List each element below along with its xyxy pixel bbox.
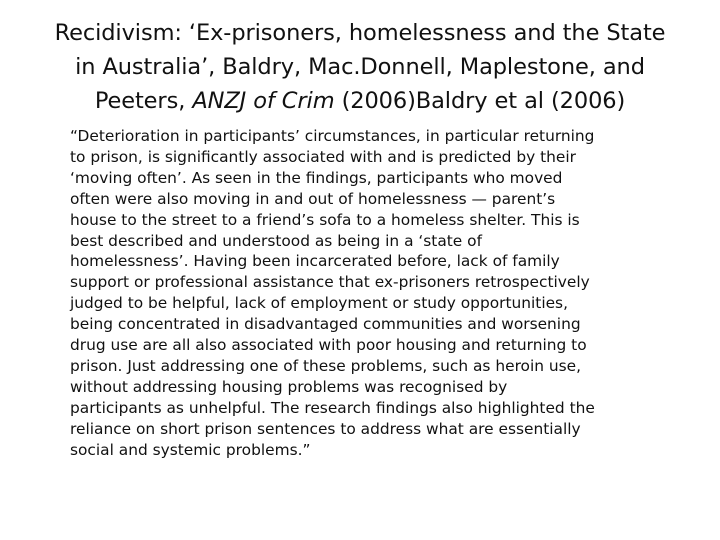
quote-line: without addressing housing problems was recognised by (70, 377, 508, 396)
title-line-1: Recidivism: ‘Ex-prisoners, homelessness and the State (54, 20, 666, 46)
journal-name: ANZJ of Crim (192, 88, 335, 114)
quote-line: house to the street to a friend’s sofa to a homeless shelter. This is (70, 210, 580, 229)
quote-line: to prison, is significantly associated with and is predicted by their (70, 147, 576, 166)
title-line-3-prefix: Peeters, (94, 88, 193, 114)
quote-line: “Deterioration in participants’ circumstances, in particular returning (70, 127, 595, 145)
quote-line: ‘moving often’. As seen in the findings, participants who moved (70, 168, 563, 187)
slide-title (36, 16, 684, 118)
quote-line: best described and understood as being in a ‘state of (70, 231, 483, 250)
quote-line: judged to be helpful, lack of employment or study opportunities, (70, 294, 568, 313)
quote-line: homelessness’. Having been incarcerated before, lack of family (70, 252, 560, 271)
title-line-3 (36, 84, 684, 118)
quote-line: support or professional assistance that ex-prisoners retrospectively (70, 273, 590, 292)
quote-line: prison. Just addressing one of these problems, such as heroin use, (70, 356, 582, 375)
quote-line: drug use are all also associated with poor housing and returning to (70, 336, 587, 355)
quote-line: participants as unhelpful. The research findings also highlighted the (70, 398, 595, 417)
quote-line: social and systemic problems.” (70, 440, 311, 459)
quote-line: often were also moving in and out of homelessness — parent’s (70, 189, 556, 208)
quote-line: being concentrated in disadvantaged communities and worsening (70, 315, 581, 334)
title-line-3-suffix: (2006)Baldry et al (2006) (334, 88, 626, 114)
quote-block (70, 126, 710, 461)
quote-line: reliance on short prison sentences to address what are essentially (70, 419, 581, 438)
title-line-2: in Australia’, Baldry, Mac.Donnell, Maplestone, and (75, 54, 645, 80)
